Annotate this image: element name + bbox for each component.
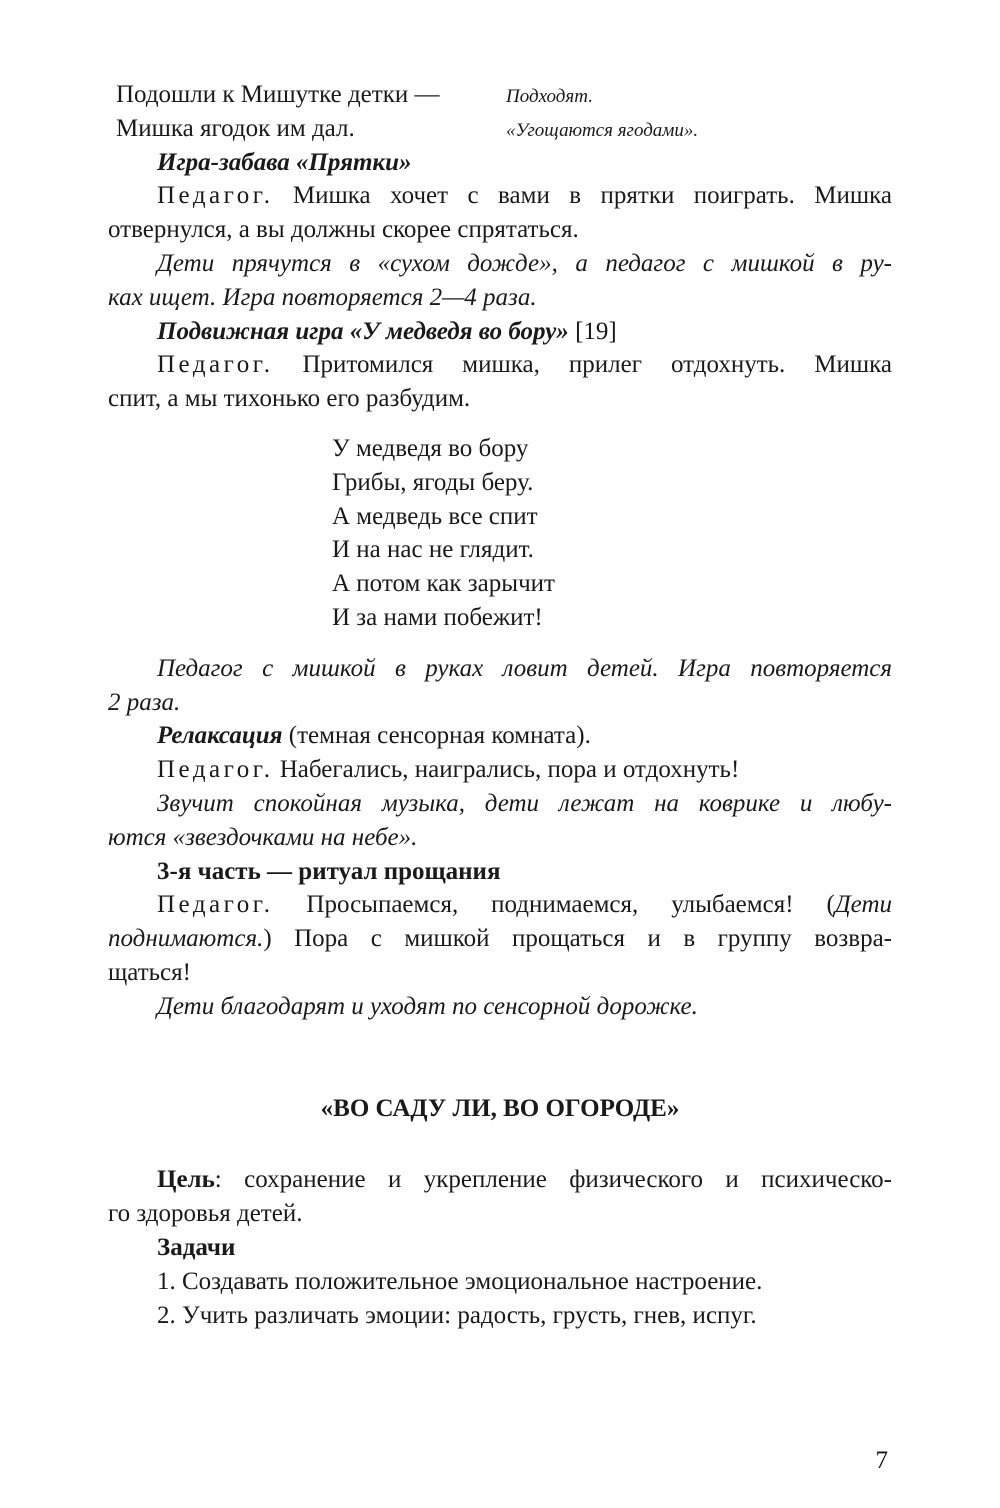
poem-line: И на нас не глядит. [332,536,534,564]
speaker-label: Педагог. [157,756,274,784]
stage-direction: Дети [834,891,893,919]
speaker-label: Педагог. [157,182,274,210]
goal-label: Цель [157,1166,215,1194]
speech-text: Мишка хочет с вами в прятки поиграть. Мишка [292,182,892,210]
section-heading-bear-game: Подвижная игра «У медведя во бору» [19] [157,317,617,345]
section-heading-hide-seek: Игра-забава «Прятки» [157,148,412,176]
teacher-speech [108,179,892,213]
section-heading-relaxation: Релаксация (темная сенсорная комната). [157,722,591,750]
action-description: Дети прячутся в «сухом дожде», а педагог с мишкой в ру- [157,249,892,277]
task-item: 1. Создавать положительное эмоциональное настроение. [157,1267,763,1295]
poem-line: У медведя во бору [332,434,529,462]
speech-text: Просыпаемся, поднимаемся, улыбаемся! ( [306,891,835,919]
section-note: (темная сенсорная комната). [288,722,591,750]
dialog-row [108,112,892,146]
speaker-label: Педагог. [157,351,274,379]
speaker-label: Педагог. [157,891,274,919]
stage-direction: «Угощаются ягодами». [506,119,699,141]
speech-text: ) Пора с мишкой прощаться и в группу возвра- [263,925,892,953]
lesson-goal [108,1163,892,1197]
action-description: Педагог с мишкой в руках ловит детей. Игра повторяется [157,654,892,682]
dialog-line: Мишка ягодок им дал. [116,114,355,142]
poem-line: А медведь все спит [332,502,538,530]
stage-direction: поднимаются. [108,925,264,953]
speech-text-continued: отвернулся, а вы должны скорее спрятаться. [108,216,579,244]
tasks-label: Задачи [157,1233,236,1261]
page-number: 7 [875,1447,888,1474]
teacher-speech [108,888,892,922]
speech-text-continued: спит, а мы тихонько его разбудим. [108,385,471,413]
action-description: Звучит спокойная музыка, дети лежат на коврике и любу- [157,789,892,817]
section-heading-farewell: 3-я часть — ритуал прощания [157,857,501,885]
goal-text: : сохранение и укрепление физического и психическо- [214,1166,892,1194]
goal-text-continued: го здоровья детей. [108,1200,303,1228]
teacher-speech [108,753,892,787]
reference: [19] [575,317,617,345]
action-description: Дети благодарят и уходят по сенсорной дорожке. [157,992,698,1020]
document-page [108,78,892,1332]
speech-text-continued [108,922,892,956]
dialog-line: Подошли к Мишутке детки — [116,81,440,108]
poem-line: И за нами побежит! [332,603,543,631]
action-description-continued: 2 раза. [108,688,181,716]
lesson-title: «ВО САДУ ЛИ, ВО ОГОРОДЕ» [320,1094,680,1122]
dialog-row [108,78,892,112]
poem-line: Грибы, ягоды беру. [332,468,534,496]
action-description-continued: ках ищет. Игра повторяется 2—4 раза. [108,283,537,311]
speech-text: Притомился мишка, прилег отдохнуть. Мишка [302,351,893,379]
poem-line: А потом как зарычит [332,570,555,598]
speech-text-continued: щаться! [108,958,191,986]
teacher-speech [108,348,892,382]
action-description-continued: ются «звездочками на небе». [108,823,418,851]
task-item: 2. Учить различать эмоции: радость, грусть, гнев, испуг. [157,1301,757,1329]
speech-text: Набегались, наигрались, пора и отдохнуть! [279,756,740,784]
poem [108,432,892,635]
stage-direction: Подходят. [506,86,593,107]
